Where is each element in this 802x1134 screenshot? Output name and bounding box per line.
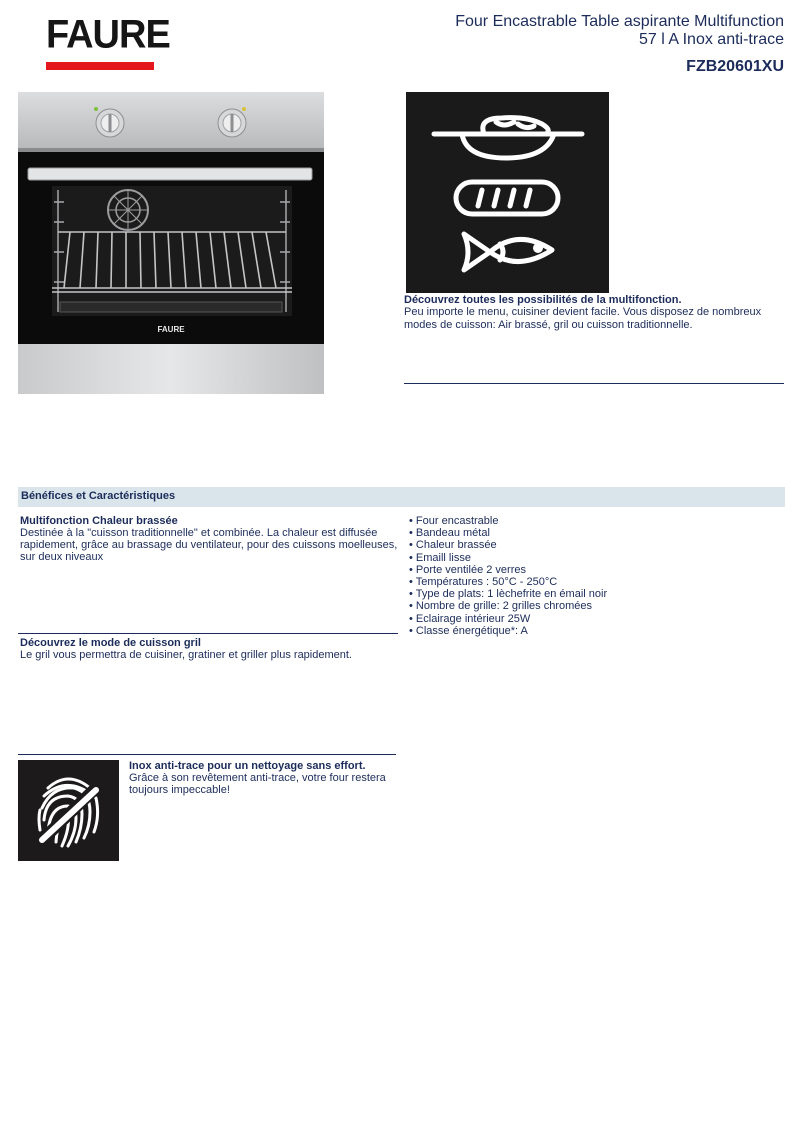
feature-title: Découvrez le mode de cuisson gril: [20, 637, 201, 649]
product-title-line1: Four Encastrable Table aspirante Multifunction: [455, 13, 784, 30]
spec-item: • Emaill lisse: [409, 552, 779, 564]
spec-item: • Eclairage intérieur 25W: [409, 613, 779, 625]
feature-text: Destinée à la "cuisson traditionnelle" et combinée. La chaleur est diffusée rapidement, grâce au brassage du ventilateur, pour des cuissons moelleuses, sur deux niveaux: [20, 527, 398, 563]
oven-brand-badge: FAURE: [157, 325, 185, 334]
spec-item: • Nombre de grille: 2 grilles chromées: [409, 600, 779, 612]
product-title-line2: 57 l A Inox anti-trace: [639, 31, 784, 48]
fingerprint-crossed-icon: [18, 760, 119, 861]
section-title: Bénéfices et Caractéristiques: [21, 490, 176, 502]
multifunction-text: Peu importe le menu, cuisiner devient facile. Vous disposez de nombreux modes de cuisson: Air brassé, gril ou cuisson traditionnelle.: [404, 306, 762, 331]
feature-title: Inox anti-trace pour un nettoyage sans effort.: [129, 760, 366, 772]
roast-bread-fish-icon: [406, 92, 609, 293]
spec-item: • Bandeau métal: [409, 527, 779, 539]
feature-title: Multifonction Chaleur brassée: [20, 515, 178, 527]
divider: [18, 754, 396, 755]
spec-item: • Type de plats: 1 lèchefrite en émail noir: [409, 588, 779, 600]
brand-logo: [46, 12, 170, 72]
feature-text: Le gril vous permettra de cuisiner, gratiner et griller plus rapidement.: [20, 649, 352, 661]
specs-list: [409, 515, 779, 637]
divider: [404, 383, 784, 384]
product-model: FZB20601XU: [686, 58, 784, 75]
product-title: [364, 13, 784, 49]
oven-fan: [108, 190, 148, 230]
oven-image: [18, 92, 324, 394]
multifunction-title: Découvrez toutes les possibilités de la multifonction.: [404, 294, 682, 306]
spec-item: • Porte ventilée 2 verres: [409, 564, 779, 576]
spec-item: • Four encastrable: [409, 515, 779, 527]
spec-item: • Températures : 50°C - 250°C: [409, 576, 779, 588]
spec-item: • Classe énergétique*: A: [409, 625, 779, 637]
brand-logo-text: FAURE: [46, 12, 170, 58]
feature-text: Grâce à son revêtement anti-trace, votre four restera toujours impeccable!: [129, 772, 386, 796]
spec-item: • Chaleur brassée: [409, 539, 779, 551]
brand-logo-bar: [46, 62, 154, 70]
divider: [18, 633, 398, 634]
